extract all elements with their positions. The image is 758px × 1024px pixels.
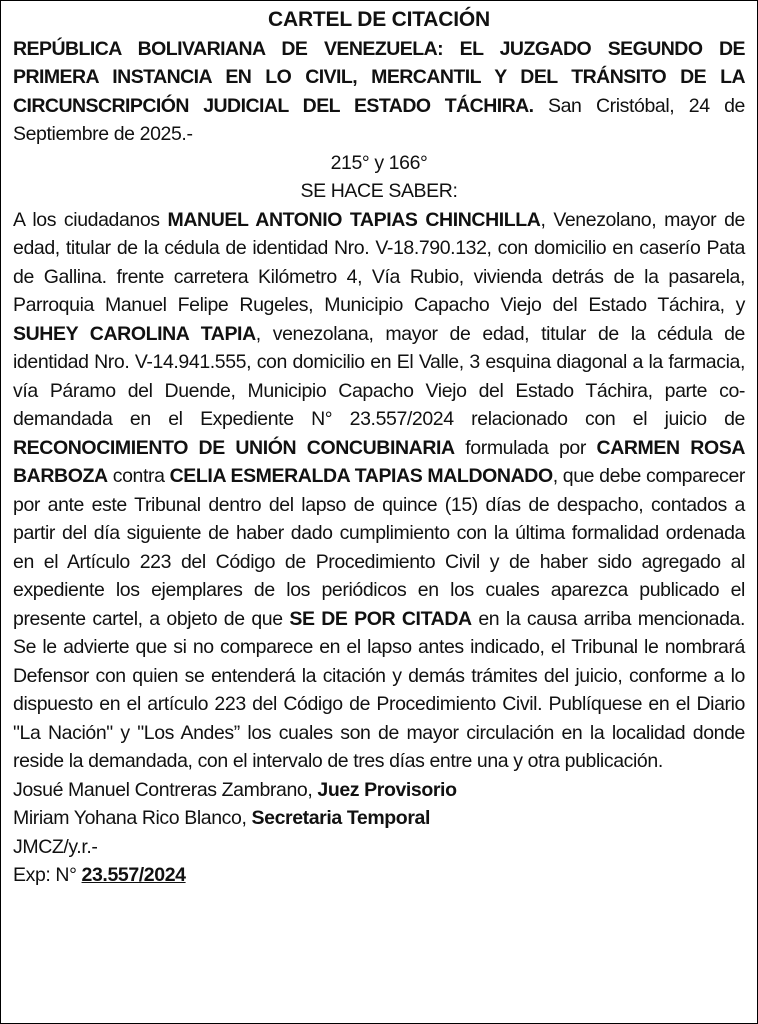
court-heading-paragraph [13, 35, 745, 149]
body-text-summons: , que debe comparecer por ante este Tribunal dentro del lapso de quince (15) días de despacho, contados a partir del día siguiente de haber dado cumplimiento con la última formalidad ordenada en el Artículo 223 del Código de Procedimiento Civil y de haber sido agregado al expediente los ejemplares de los periódicos en los cuales aparezca publicado el presente cartel, a objeto de que [13, 465, 745, 630]
secretary-title: Secretaria Temporal [251, 807, 430, 829]
person-2-name: SUHEY CAROLINA TAPIA [13, 322, 256, 345]
court-heading: REPÚBLICA BOLIVARIANA DE VENEZUELA: EL JUZGADO SEGUNDO DE PRIMERA INSTANCIA EN LO CIVIL, MERCANTIL Y DEL TRÁNSITO DE LA CIRCUNSCRIPCIÓN JUDICIAL DEL ESTADO TÁCHIRA. [13, 37, 745, 117]
body-text-contra: contra [107, 465, 170, 487]
se-hace-saber: SE HACE SABER: [300, 180, 458, 202]
notice-content [13, 6, 745, 890]
body-text-intro: A los ciudadanos [13, 208, 168, 231]
initials: JMCZ/y.r.- [13, 835, 98, 858]
judge-signature-line [13, 776, 745, 805]
notice-title: CARTEL DE CITACIÓN [268, 8, 490, 31]
expediente-label: Exp: N° [13, 864, 82, 886]
body-text-closing: en la causa arriba mencionada. Se le advierte que si no comparece en el lapso antes indicado, el Tribunal le nombrará Defensor con quien se entenderá la citación y demás trámites del juicio, conforme a lo dispuesto en el artículo 223 del Código de Procedimiento Civil. Publíquese en el Diario "La Nación" y "Los Andes” los cuales son de mayor circulación en la localidad donde reside la demandada, con el intervalo de tres días entre una y otra publicación. [13, 607, 745, 772]
judge-name: Josué Manuel Contreras Zambrano, [13, 778, 318, 801]
secretary-signature-line [13, 804, 745, 833]
expediente-number: 23.557/2024 [81, 864, 186, 886]
body-text-person2-details: , venezolana, mayor de edad, titular de la cédula de identidad Nro. V-14.941.555, con domicilio en El Valle, 3 esquina diagonal a la farmacia, vía Páramo del Duende, Municipio Capacho Viejo del Estado Táchira, parte co-demandada en el Expediente N° 23.557/2024 relacionado con el juicio de [13, 322, 745, 430]
defendant-name: CELIA ESMERALDA TAPIAS MALDONADO [169, 465, 553, 487]
secretary-name: Miriam Yohana Rico Blanco, [13, 807, 252, 829]
case-type: RECONOCIMIENTO DE UNIÓN CONCUBINARIA [13, 436, 455, 459]
body-text-formulada-por: formulada por [454, 436, 597, 459]
judge-title: Juez Provisorio [317, 778, 457, 801]
notice-body [13, 206, 745, 776]
citada-phrase: SE DE POR CITADA [289, 607, 472, 630]
expediente-line [13, 861, 745, 890]
place-date: San Cristóbal, 24 de Septiembre de 2025.- [13, 94, 745, 145]
body-text-person1-details: , Venezolano, mayor de edad, titular de la cédula de identidad Nro. V-18.790.132, con domicilio en caserío Pata de Gallina. frente carretera Kilómetro 4, Vía Rubio, vivienda detrás de la pasarela, Parroquia Manuel Felipe Rugeles, Municipio Capacho Viejo del Estado Táchira, y [13, 208, 745, 316]
person-1-name: MANUEL ANTONIO TAPIAS CHINCHILLA [167, 208, 541, 231]
years-line: 215° y 166° [330, 151, 428, 174]
plaintiff-name: CARMEN ROSA BARBOZA [13, 436, 745, 487]
